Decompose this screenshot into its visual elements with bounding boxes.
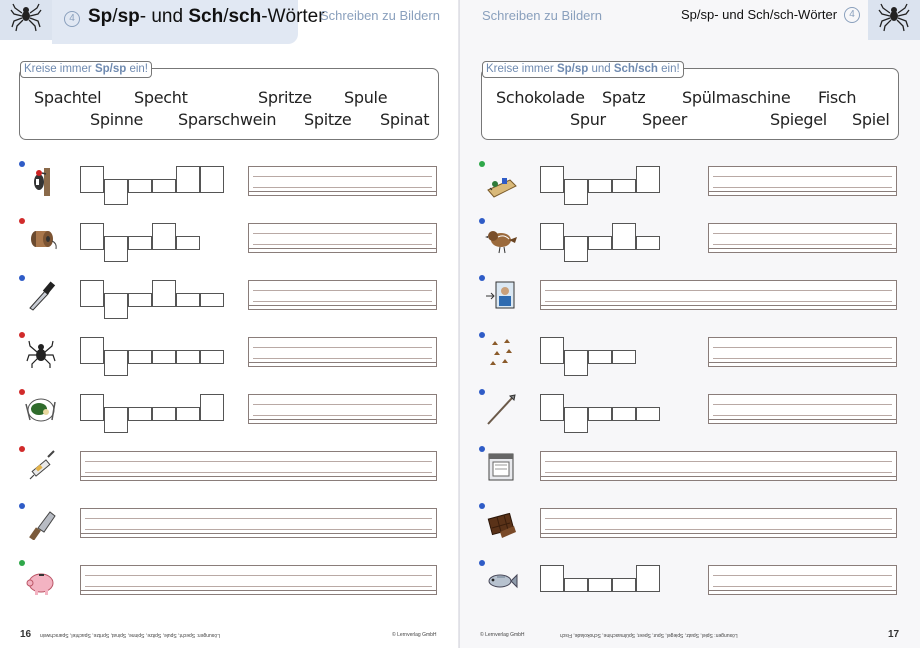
letter-box[interactable]	[104, 350, 128, 376]
writing-line[interactable]	[248, 223, 437, 253]
instruction-label: Kreise immer Sp/sp ein!	[20, 61, 152, 78]
letter-box[interactable]	[128, 179, 152, 193]
letter-box[interactable]	[128, 236, 152, 250]
letter-box[interactable]	[612, 350, 636, 364]
word-item: Spitze	[304, 110, 352, 129]
letter-box[interactable]	[588, 350, 612, 364]
page-number: 16	[20, 629, 32, 640]
word-item: Fisch	[818, 88, 857, 107]
chapter-number: 4	[844, 7, 860, 23]
writing-line[interactable]	[708, 337, 897, 367]
letter-box[interactable]	[564, 350, 588, 376]
page-title: Sp/sp- und Sch/sch-Wörter	[681, 7, 838, 22]
writing-line[interactable]	[248, 394, 437, 424]
page-17	[460, 0, 920, 648]
publisher-note: © Lernverlag GmbH	[392, 632, 437, 638]
letter-box[interactable]	[636, 407, 660, 421]
publisher-note: © Lernverlag GmbH	[480, 632, 525, 638]
writing-line[interactable]	[248, 337, 437, 367]
letter-box[interactable]	[152, 407, 176, 421]
fish-icon	[484, 563, 518, 597]
page-number: 17	[888, 629, 900, 640]
letter-box[interactable]	[128, 350, 152, 364]
spider-icon	[0, 0, 52, 40]
letter-box[interactable]	[564, 407, 588, 433]
writing-line[interactable]	[540, 451, 897, 481]
letter-box[interactable]	[564, 236, 588, 262]
letter-box[interactable]	[540, 223, 564, 250]
letter-box[interactable]	[176, 350, 200, 364]
word-item: Spülmaschine	[682, 88, 791, 107]
word-item: Sparschwein	[178, 110, 277, 129]
spool-icon	[24, 221, 58, 255]
mirror-icon	[484, 278, 518, 312]
letter-box[interactable]	[588, 407, 612, 421]
letter-box[interactable]	[80, 394, 104, 421]
word-item: Spinne	[90, 110, 144, 129]
letter-box[interactable]	[200, 166, 224, 193]
letter-box[interactable]	[176, 236, 200, 250]
syringe-icon	[24, 449, 58, 483]
chapter-number: 4	[64, 11, 80, 27]
letter-box[interactable]	[612, 179, 636, 193]
letter-box[interactable]	[104, 293, 128, 319]
spider-header-box	[868, 0, 920, 40]
word-bank	[19, 63, 439, 140]
letter-box[interactable]	[588, 179, 612, 193]
letter-box[interactable]	[176, 166, 200, 193]
writing-line[interactable]	[80, 508, 437, 538]
dishwasher-icon	[484, 449, 518, 483]
word-item: Spur	[570, 110, 606, 129]
word-item: Spatz	[602, 88, 646, 107]
letter-box[interactable]	[176, 293, 200, 307]
spider-icon	[24, 335, 58, 369]
letter-box[interactable]	[200, 293, 224, 307]
word-item: Schokolade	[496, 88, 585, 107]
letter-box[interactable]	[540, 565, 564, 592]
writing-line[interactable]	[248, 166, 437, 196]
solution-text: Lösungen: Spiel, Spatz, Spiegel, Spur, Speer, Spülmaschine, Schokolade, Fisch	[560, 632, 738, 638]
knife-tip-icon	[24, 278, 58, 312]
letter-box[interactable]	[636, 236, 660, 250]
letter-box[interactable]	[176, 407, 200, 421]
chocolate-icon	[484, 506, 518, 540]
word-bank	[481, 63, 899, 140]
letter-box[interactable]	[612, 407, 636, 421]
letter-box[interactable]	[200, 394, 224, 421]
letter-box[interactable]	[128, 407, 152, 421]
word-item: Spritze	[258, 88, 312, 107]
letter-box[interactable]	[152, 179, 176, 193]
letter-box[interactable]	[200, 350, 224, 364]
page-subtitle: Schreiben zu Bildern	[482, 8, 602, 23]
writing-line[interactable]	[708, 394, 897, 424]
letter-box[interactable]	[540, 166, 564, 193]
sparrow-icon	[484, 221, 518, 255]
letter-box[interactable]	[540, 337, 564, 364]
writing-line[interactable]	[248, 280, 437, 310]
spear-icon	[484, 392, 518, 426]
writing-line[interactable]	[708, 223, 897, 253]
letter-box[interactable]	[80, 337, 104, 364]
letter-box[interactable]	[564, 179, 588, 205]
woodpecker-icon	[24, 164, 58, 198]
piggy-bank-icon	[24, 563, 58, 597]
letter-box[interactable]	[104, 179, 128, 205]
writing-line[interactable]	[540, 508, 897, 538]
letter-box[interactable]	[80, 223, 104, 250]
word-item: Spiel	[852, 110, 890, 129]
letter-box[interactable]	[612, 223, 636, 250]
letter-box[interactable]	[612, 578, 636, 592]
writing-line[interactable]	[80, 565, 437, 595]
word-item: Spiegel	[770, 110, 827, 129]
letter-box[interactable]	[80, 280, 104, 307]
writing-line[interactable]	[80, 451, 437, 481]
instruction-label: Kreise immer Sp/sp und Sch/sch ein!	[482, 61, 684, 78]
letter-box[interactable]	[564, 578, 588, 592]
spinach-plate-icon	[24, 392, 58, 426]
board-game-icon	[484, 164, 518, 198]
letter-box[interactable]	[152, 350, 176, 364]
letter-box[interactable]	[80, 166, 104, 193]
word-item: Spinat	[380, 110, 430, 129]
solution-text: Lösungen: Specht, Spule, Spitze, Spinne, Spinat, Spritze, Spachtel, Sparschwein	[40, 632, 220, 638]
letter-box[interactable]	[104, 407, 128, 433]
word-item: Spule	[344, 88, 388, 107]
footprints-icon	[484, 335, 518, 369]
page-subtitle: Schreiben zu Bildern	[320, 8, 440, 23]
writing-line[interactable]	[708, 166, 897, 196]
word-item: Spachtel	[34, 88, 102, 107]
letter-box[interactable]	[588, 236, 612, 250]
spider-header-box	[0, 0, 52, 40]
letter-box[interactable]	[152, 223, 176, 250]
spider-icon	[868, 0, 920, 40]
letter-box[interactable]	[540, 394, 564, 421]
writing-line[interactable]	[708, 565, 897, 595]
letter-box[interactable]	[104, 236, 128, 262]
word-item: Specht	[134, 88, 188, 107]
writing-line[interactable]	[540, 280, 897, 310]
letter-box[interactable]	[588, 578, 612, 592]
letter-box[interactable]	[128, 293, 152, 307]
letter-box[interactable]	[636, 565, 660, 592]
page-title: Sp/sp- und Sch/sch-Wörter	[88, 6, 325, 27]
word-item: Speer	[642, 110, 688, 129]
letter-box[interactable]	[152, 280, 176, 307]
spatula-icon	[24, 506, 58, 540]
letter-box[interactable]	[636, 166, 660, 193]
